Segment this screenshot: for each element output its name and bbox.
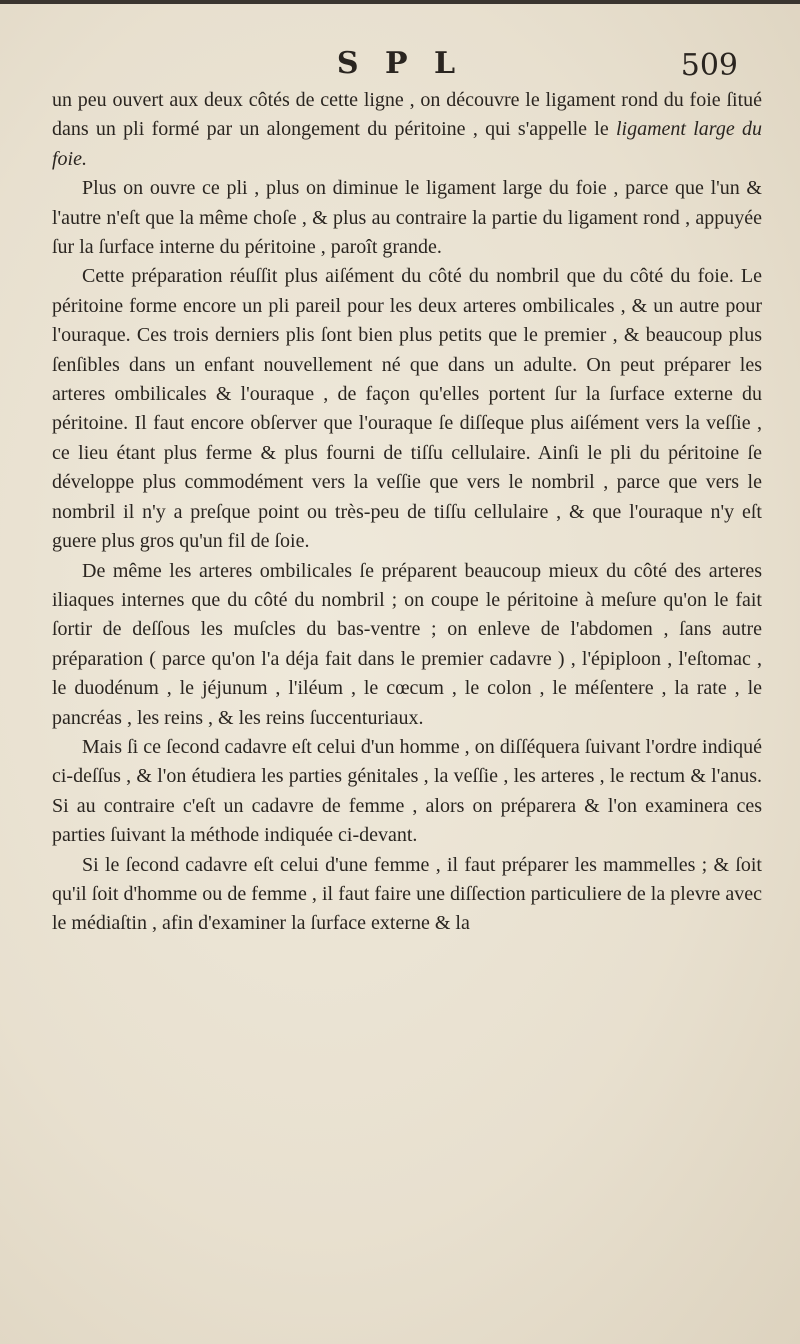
running-head: S P L	[336, 46, 464, 81]
paragraph-3	[52, 262, 762, 556]
paragraph-5	[52, 733, 762, 851]
italic-term: ligament large du foie.	[52, 118, 762, 170]
paragraph-2	[52, 174, 762, 262]
paragraph-text: De même les arteres ombilicales ſe préparent beaucoup mieux du côté des arteres iliaques internes que du côté du nombril ; on coupe le péritoine à meſure qu'on le fait ſortir de deſſous les muſcles du bas-ventre ; on enleve de l'abdomen , ſans autre préparation ( parce qu'on l'a déja fait dans le premier cadavre ) , l'épiploon , l'eſtomac , le duodénum , le jéjunum , l'iléum , le cœcum , le colon , le méſentere , la rate , le pancréas , les reins , & les reins ſuccenturiaux.	[52, 559, 762, 729]
paragraph-4	[52, 557, 762, 733]
body-text	[52, 86, 762, 939]
paragraph-text: Mais ſi ce ſecond cadavre eſt celui d'un homme , on diſſéquera ſuivant l'ordre indiqué ci-deſſus , & l'on étudiera les parties génitales , la veſſie , les arteres , le rectum & l'anus. Si au contraire c'eſt un cadavre de femme , alors on préparera & l'on examinera ces parties ſuivant la méthode indiquée ci-devant.	[52, 735, 762, 847]
paragraph-text: Cette préparation réuſſit plus aiſément du côté du nombril que du côté du foie. Le péritoine forme encore un pli pareil pour les deux arteres ombilicales , & un autre pour l'ouraque. Ces trois derniers plis ſont bien plus petits que le premier , & beaucoup plus ſenſibles dans un enfant nouvellement né que dans un adulte. On peut préparer les arteres ombilicales & l'ouraque , de façon qu'elles portent ſur la ſurface externe du péritoine. Il faut encore obſerver que l'ouraque ſe diſſeque plus aiſément vers la veſſie , ce lieu étant plus ferme & plus fourni de tiſſu cellulaire. Ainſi le pli du péritoine ſe développe plus commodément vers la veſſie que vers le nombril , parce que vers le nombril il n'y a preſque point ou très-peu de tiſſu cellulaire , & que l'ouraque n'y eſt guere plus gros qu'un fil de ſoie.	[52, 265, 762, 553]
page-top-edge	[0, 0, 800, 4]
paragraph-text: Si le ſecond cadavre eſt celui d'une femme , il faut préparer les mammelles ; & ſoit qu'il ſoit d'homme ou de femme , il faut faire une diſſection particuliere de la plevre avec le médiaſtin , afin d'examiner la ſurface externe & la	[52, 853, 762, 935]
page-number: 509	[680, 48, 738, 83]
paragraph-1	[52, 86, 762, 174]
paragraph-text: un peu ouvert aux deux côtés de cette ligne , on découvre le ligament rond du foie ſitué dans un pli formé par un alongement du péritoine , qui s'appelle le	[52, 89, 762, 141]
paragraph-6	[52, 851, 762, 939]
page-header	[0, 46, 800, 86]
paragraph-text: Plus on ouvre ce pli , plus on diminue le ligament large du foie , parce que l'un & l'autre n'eſt que la même choſe , & plus au contraire la partie du ligament rond , appuyée ſur la ſurface interne du péritoine , paroît grande.	[52, 177, 762, 259]
